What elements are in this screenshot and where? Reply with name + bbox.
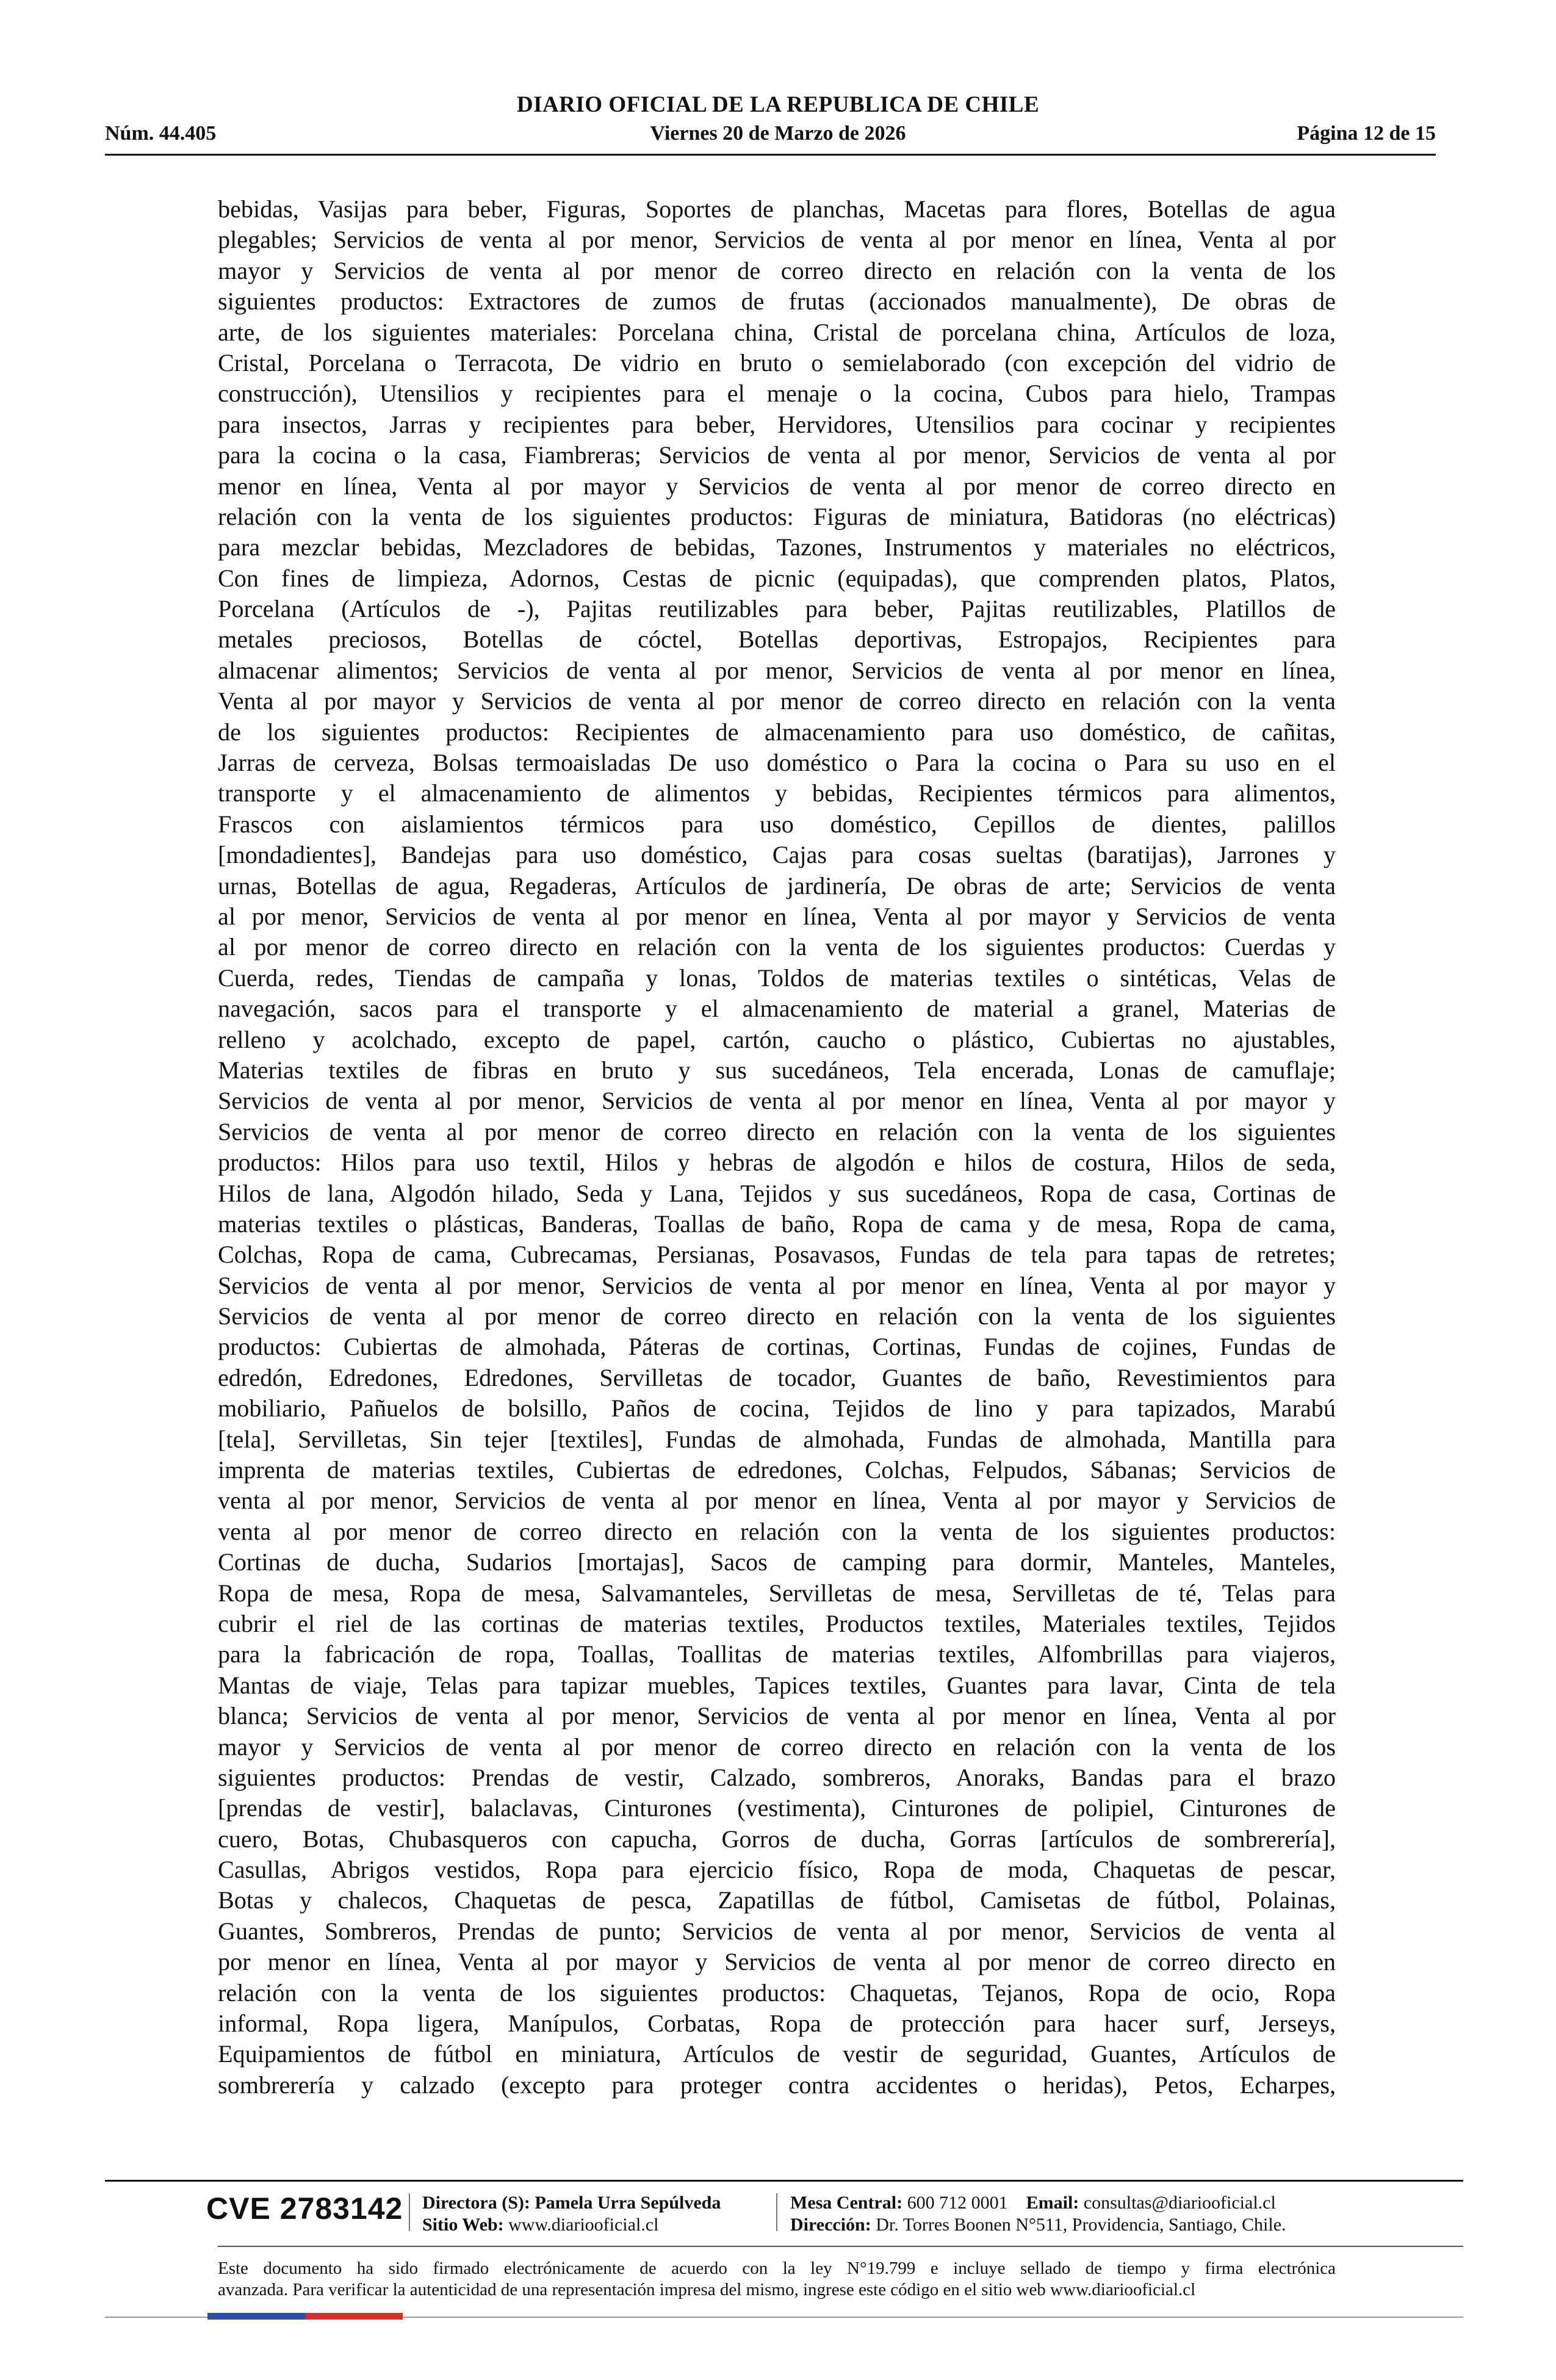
body-line: de los siguientes productos: Recipientes de almacenamiento para uso doméstico, de cañitas, bbox=[218, 718, 1336, 746]
footer-director-block bbox=[422, 2192, 721, 2236]
body-line: por menor en línea, Venta al por mayor y Servicios de venta al por menor de correo directo en bbox=[218, 1948, 1336, 1976]
flag-blue-segment bbox=[207, 2313, 305, 2320]
address-label: Dirección: bbox=[790, 2215, 871, 2235]
body-line: productos: Cubiertas de almohada, Páteras de cortinas, Cortinas, Fundas de cojines, Fundas de bbox=[218, 1333, 1336, 1361]
footer-divider bbox=[105, 2180, 1463, 2182]
body-line: bebidas, Vasijas para beber, Figuras, Soportes de planchas, Macetas para flores, Botellas de agua bbox=[218, 195, 1336, 223]
body-line: para la cocina o la casa, Fiambreras; Servicios de venta al por menor, Servicios de venta al por bbox=[218, 441, 1336, 469]
body-line: Guantes, Sombreros, Prendas de punto; Servicios de venta al por menor, Servicios de venta al bbox=[218, 1917, 1336, 1945]
address-value: Dr. Torres Boonen N°511, Providencia, Santiago, Chile. bbox=[876, 2215, 1286, 2235]
body-line: relleno y acolchado, excepto de papel, cartón, caucho o plástico, Cubiertas no ajustables, bbox=[218, 1025, 1336, 1053]
body-line: Servicios de venta al por menor, Servicios de venta al por menor en línea, Venta al por mayor y bbox=[218, 1271, 1336, 1299]
flag-red-segment bbox=[305, 2313, 403, 2320]
footer-separator bbox=[776, 2193, 777, 2231]
body-line: Equipamientos de fútbol en miniatura, Artículos de vestir de seguridad, Guantes, Artículos de bbox=[218, 2040, 1336, 2068]
body-line: transporte y el almacenamiento de alimentos y bebidas, Recipientes térmicos para alimentos, bbox=[218, 779, 1336, 807]
notice-line: Este documento ha sido firmado electrónicamente de acuerdo con la ley N°19.799 e incluye sellado de tiempo y firma electrónica bbox=[218, 2259, 1336, 2278]
body-line: arte, de los siguientes materiales: Porcelana china, Cristal de porcelana china, Artículos de loza, bbox=[218, 318, 1336, 346]
website-link[interactable]: www.diariooficial.cl bbox=[508, 2215, 659, 2235]
footer-separator bbox=[409, 2193, 410, 2231]
body-line: Botas y chalecos, Chaquetas de pesca, Zapatillas de fútbol, Camisetas de fútbol, Polainas, bbox=[218, 1886, 1336, 1914]
body-line: menor en línea, Venta al por mayor y Servicios de venta al por menor de correo directo en bbox=[218, 472, 1336, 500]
director-name: Pamela Urra Sepúlveda bbox=[535, 2193, 721, 2213]
body-line: [tela], Servilletas, Sin tejer [textiles], Fundas de almohada, Fundas de almohada, Mantilla para bbox=[218, 1425, 1336, 1453]
body-line: mayor y Servicios de venta al por menor de correo directo en relación con la venta de los bbox=[218, 256, 1336, 284]
body-line: relación con la venta de los siguientes productos: Chaquetas, Tejanos, Ropa de ocio, Ropa bbox=[218, 1978, 1336, 2007]
body-line: venta al por menor, Servicios de venta al por menor en línea, Venta al por mayor y Servicios de bbox=[218, 1487, 1336, 1515]
notice-line: avanzada. Para verificar la autenticidad de una representación impresa del mismo, ingrese este código en el sitio web www.diariooficial.cl bbox=[218, 2280, 1196, 2299]
body-line: mobiliario, Pañuelos de bolsillo, Paños de cocina, Tejidos de lino y para tapizados, Marabú bbox=[218, 1394, 1336, 1423]
body-line: edredón, Edredones, Edredones, Servilletas de tocador, Guantes de baño, Revestimientos para bbox=[218, 1363, 1336, 1391]
body-line: Hilos de lana, Algodón hilado, Seda y Lana, Tejidos y sus sucedáneos, Ropa de casa, Cortinas de bbox=[218, 1179, 1336, 1207]
body-line: Jarras de cerveza, Bolsas termoaisladas De uso doméstico o Para la cocina o Para su uso en el bbox=[218, 749, 1336, 777]
body-line: Cortinas de ducha, Sudarios [mortajas], Sacos de camping para dormir, Manteles, Manteles, bbox=[218, 1548, 1336, 1576]
body-line: Cristal, Porcelana o Terracota, De vidrio en bruto o semielaborado (con excepción del vidrio de bbox=[218, 348, 1336, 377]
email-link[interactable]: consultas@diariooficial.cl bbox=[1083, 2193, 1276, 2213]
director-label: Directora (S): bbox=[422, 2193, 530, 2213]
footer-contact-block bbox=[790, 2192, 1286, 2236]
body-line: Cuerda, redes, Tiendas de campaña y lonas, Toldos de materias textiles o sintéticas, Velas de bbox=[218, 964, 1336, 992]
signature-notice bbox=[218, 2258, 1336, 2301]
body-line: almacenar alimentos; Servicios de venta al por menor, Servicios de venta al por menor en línea, bbox=[218, 656, 1336, 684]
header-divider bbox=[105, 154, 1436, 156]
journal-title: DIARIO OFICIAL DE LA REPUBLICA DE CHILE bbox=[516, 92, 1040, 117]
body-line: al por menor de correo directo en relación con la venta de los siguientes productos: Cuerdas y bbox=[218, 933, 1336, 961]
body-line: mayor y Servicios de venta al por menor de correo directo en relación con la venta de los bbox=[218, 1733, 1336, 1761]
flag-color-bar bbox=[207, 2313, 403, 2320]
body-line: Frascos con aislamientos térmicos para uso doméstico, Cepillos de dientes, palillos bbox=[218, 810, 1336, 838]
phone-value: 600 712 0001 bbox=[907, 2193, 1008, 2213]
issue-date: Viernes 20 de Marzo de 2026 bbox=[650, 122, 906, 145]
body-line: para mezclar bebidas, Mezcladores de bebidas, Tazones, Instrumentos y materiales no eléctricos, bbox=[218, 533, 1336, 561]
body-line: informal, Ropa ligera, Manípulos, Corbatas, Ropa de protección para hacer surf, Jerseys, bbox=[218, 2010, 1336, 2038]
body-line: navegación, sacos para el transporte y el almacenamiento de material a granel, Materias de bbox=[218, 995, 1336, 1023]
body-line: urnas, Botellas de agua, Regaderas, Artículos de jardinería, De obras de arte; Servicios de venta bbox=[218, 871, 1336, 900]
body-line: siguientes productos: Prendas de vestir, Calzado, sombreros, Anoraks, Bandas para el brazo bbox=[218, 1763, 1336, 1791]
body-line: Materias textiles de fibras en bruto y sus sucedáneos, Tela encerada, Lonas de camuflaje; bbox=[218, 1056, 1336, 1084]
body-line: relación con la venta de los siguientes productos: Figuras de miniatura, Batidoras (no eléctricas) bbox=[218, 502, 1336, 530]
body-line: Servicios de venta al por menor de correo directo en relación con la venta de los siguientes bbox=[218, 1302, 1336, 1330]
cve-code: CVE 2783142 bbox=[206, 2191, 403, 2226]
body-line: [prendas de vestir], balaclavas, Cinturones (vestimenta), Cinturones de polipiel, Cinturones de bbox=[218, 1794, 1336, 1822]
body-line: plegables; Servicios de venta al por menor, Servicios de venta al por menor en línea, Venta al por bbox=[218, 226, 1336, 254]
body-line: productos: Hilos para uso textil, Hilos y hebras de algodón e hilos de costura, Hilos de seda, bbox=[218, 1149, 1336, 1177]
issue-number: Núm. 44.405 bbox=[105, 122, 217, 145]
page-indicator: Página 12 de 15 bbox=[1297, 122, 1436, 145]
body-line: sombrerería y calzado (excepto para proteger contra accidentes o heridas), Petos, Echarpes, bbox=[218, 2071, 1336, 2099]
phone-label: Mesa Central: bbox=[790, 2193, 903, 2213]
document-body bbox=[218, 194, 1336, 2101]
body-line: materias textiles o plásticas, Banderas, Toallas de baño, Ropa de cama y de mesa, Ropa de cama, bbox=[218, 1210, 1336, 1238]
footer-notice-divider bbox=[218, 2246, 1463, 2247]
body-line: Colchas, Ropa de cama, Cubrecamas, Persianas, Posavasos, Fundas de tela para tapas de retretes; bbox=[218, 1241, 1336, 1269]
body-line: cuero, Botas, Chubasqueros con capucha, Gorros de ducha, Gorras [artículos de sombrerería], bbox=[218, 1825, 1336, 1853]
body-line: Servicios de venta al por menor, Servicios de venta al por menor en línea, Venta al por mayor y bbox=[218, 1087, 1336, 1115]
body-line: Mantas de viaje, Telas para tapizar muebles, Tapices textiles, Guantes para lavar, Cinta de tela bbox=[218, 1671, 1336, 1699]
body-line: venta al por menor de correo directo en relación con la venta de los siguientes productos: bbox=[218, 1517, 1336, 1545]
body-line: metales preciosos, Botellas de cóctel, Botellas deportivas, Estropajos, Recipientes para bbox=[218, 626, 1336, 654]
body-line: cubrir el riel de las cortinas de materias textiles, Productos textiles, Materiales textiles, Tejidos bbox=[218, 1609, 1336, 1637]
body-line: para la fabricación de ropa, Toallas, Toallitas de materias textiles, Alfombrillas para viajeros, bbox=[218, 1640, 1336, 1668]
body-line: Venta al por mayor y Servicios de venta al por menor de correo directo en relación con la venta bbox=[218, 687, 1336, 715]
email-label: Email: bbox=[1026, 2193, 1079, 2213]
body-line: Casullas, Abrigos vestidos, Ropa para ejercicio físico, Ropa de moda, Chaquetas de pescar, bbox=[218, 1856, 1336, 1884]
body-line: al por menor, Servicios de venta al por menor en línea, Venta al por mayor y Servicios de venta bbox=[218, 902, 1336, 930]
body-line: [mondadientes], Bandejas para uso doméstico, Cajas para cosas sueltas (baratijas), Jarrones y bbox=[218, 841, 1336, 869]
body-line: Ropa de mesa, Ropa de mesa, Salvamanteles, Servilletas de mesa, Servilletas de té, Telas para bbox=[218, 1579, 1336, 1607]
body-line: construcción), Utensilios y recipientes para el menaje o la cocina, Cubos para hielo, Trampas bbox=[218, 380, 1336, 408]
body-line: siguientes productos: Extractores de zumos de frutas (accionados manualmente), De obras de bbox=[218, 287, 1336, 316]
body-line: imprenta de materias textiles, Cubiertas de edredones, Colchas, Felpudos, Sábanas; Servicios de bbox=[218, 1456, 1336, 1484]
body-line: Con fines de limpieza, Adornos, Cestas de picnic (equipadas), que comprenden platos, Platos, bbox=[218, 564, 1336, 592]
body-line: blanca; Servicios de venta al por menor, Servicios de venta al por menor en línea, Venta al por bbox=[218, 1702, 1336, 1730]
body-line: Servicios de venta al por menor de correo directo en relación con la venta de los siguientes bbox=[218, 1117, 1336, 1145]
body-line: Porcelana (Artículos de -), Pajitas reutilizables para beber, Pajitas reutilizables, Platillos de bbox=[218, 595, 1336, 623]
website-label: Sitio Web: bbox=[422, 2215, 504, 2235]
body-line: para insectos, Jarras y recipientes para beber, Hervidores, Utensilios para cocinar y recipientes bbox=[218, 410, 1336, 438]
